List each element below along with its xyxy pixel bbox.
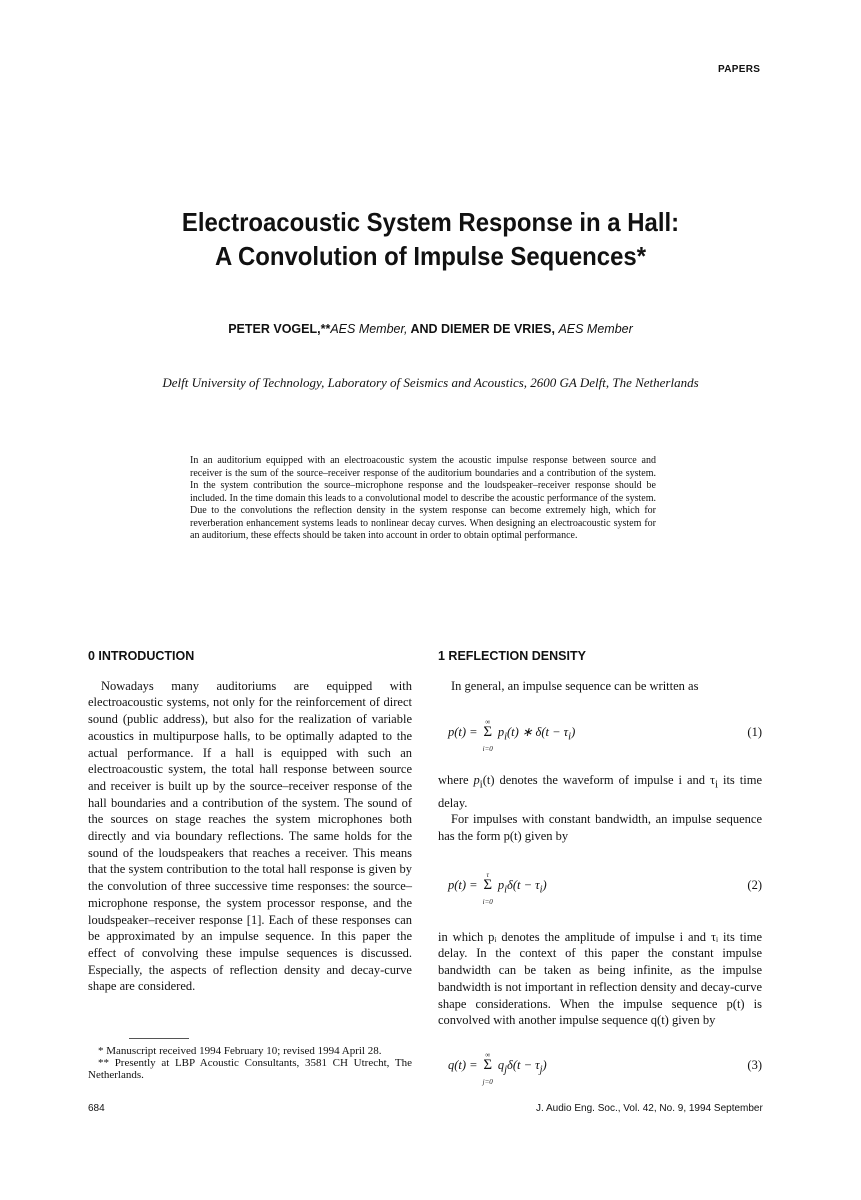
summation-symbol: Σ τ i=0 [481, 877, 495, 894]
affiliation: Delft University of Technology, Laboratory of Seismics and Acoustics, 2600 GA Delft, The Netherlands [162, 375, 699, 390]
equation-3 [448, 1050, 762, 1086]
equation-3-term-2: δ(t − τ [507, 1057, 540, 1072]
summation-symbol: Σ ∞ j=0 [481, 1057, 495, 1074]
left-column [88, 648, 412, 995]
section-1-paragraph-4: in which pᵢ denotes the amplitude of impulse i and τᵢ its time delay. In the context of this paper the constant impulse bandwidth can be taken as being infinite, as the impulse bandwidth is not important in reflection density and decay-curve shape considerations. When the impulse sequence p(t) is convolved with another impulse sequence q(t) given by [438, 929, 762, 1028]
title-line-1: Electroacoustic System Response in a Hall: [181, 207, 680, 237]
equation-3-subscript: j [504, 1064, 508, 1076]
equation-2-subscript: i [504, 884, 508, 896]
section-1-paragraph-2 [438, 772, 762, 811]
footnote-rule [129, 1038, 189, 1039]
equation-3-number: (3) [747, 1057, 762, 1072]
equation-2-subscript-2: i [539, 884, 543, 896]
author-connector: AND [407, 322, 442, 336]
equation-1-term-2: (t) ∗ δ(t − τ [507, 725, 569, 740]
author-2-membership: AES Member [558, 322, 633, 336]
equation-1 [448, 718, 762, 754]
equation-1-term-3: ) [571, 725, 576, 740]
abstract: In an auditorium equipped with an electroacoustic system the acoustic impulse response between source and receiver is the sum of the source–receiver response of the auditorium boundaries and a contribution of the system. In the system contribution the source–microphone response and the loudspeaker–receiver response should be included. In the time domain this leads to a convolutional model to describe the acoustic performance of the system. Due to the convolutions the reflection density in the system response can become extremely high, which for reverberation enhancement systems leads to nonlinear decay curves. When designing an electroacoustic system for an auditorium, these effects should be taken into account in order to obtain optimal performance. [190, 455, 656, 541]
equation-3-subscript-2: j [539, 1064, 543, 1076]
author-2-name: DIEMER DE VRIES, [441, 322, 555, 336]
p2-text-a: where [438, 773, 474, 788]
equation-1-number: (1) [747, 725, 762, 740]
equation-3-term: q [497, 1057, 505, 1072]
p2-text-b: (t) denotes the waveform of impulse i and τ [482, 773, 716, 788]
summation-upper: τ [486, 870, 489, 879]
equation-2-term: p [497, 877, 505, 892]
p2-variable: p [473, 773, 480, 788]
equation-1-subscript-2: i [568, 731, 572, 743]
author-1-membership: AES Member, [330, 322, 408, 336]
section-1-paragraph-1: In general, an impulse sequence can be written as [451, 678, 699, 693]
footnotes [88, 1045, 412, 1081]
section-1-heading: 1 REFLECTION DENSITY [438, 649, 586, 663]
equation-1-term: p [497, 725, 505, 740]
p2-text-c: its time delay. [438, 773, 762, 810]
summation-symbol: Σ ∞ i=0 [481, 724, 495, 741]
equation-2-term-2: δ(t − τ [507, 877, 540, 892]
summation-lower: i=0 [482, 897, 493, 906]
page-number: 684 [88, 1103, 105, 1114]
equation-2-number: (2) [747, 877, 762, 892]
title-line-2: A Convolution of Impulse Sequences* [214, 241, 647, 271]
summation-upper: ∞ [485, 718, 491, 727]
summation-lower: i=0 [482, 745, 493, 754]
p2-subscript: i [479, 779, 483, 791]
summation-lower: j=0 [482, 1077, 493, 1086]
footnote-1: * Manuscript received 1994 February 10; revised 1994 April 28. [98, 1045, 382, 1057]
equation-2-term-3: ) [542, 877, 547, 892]
equation-2 [448, 870, 762, 906]
equation-3-lhs: q(t) = [448, 1057, 481, 1072]
section-0-heading: 0 INTRODUCTION [88, 649, 195, 663]
header-label: PAPERS [718, 64, 761, 75]
equation-1-lhs: p(t) = [448, 725, 481, 740]
author-line [0, 322, 861, 336]
introduction-paragraph: Nowadays many auditoriums are equipped with electroacoustic systems, not only for the reinforcement of direct sound (public address), but also for the realization of variable acoustics in multipurpose halls, to be optimally adapted to the actual performance. If a hall is equipped with such an electroacoustic system, the total hall response between source and receiver is built up by the source–receiver response of the hall boundaries and a contribution of the system. The sound of the sources on stage reaches the system microphones both directly and via boundary reflections. The same holds for the sound of the loudspeakers that reaches a receiver. This means that the system contribution to the total hall response is given by the convolution of three successive time responses: the source–microphone response, the system processor response, and the loudspeaker–receiver response [1]. Each of these responses can be approximated by an impulse sequence. In this paper the effect of convolving these impulse sequences is discussed. Especially, the aspects of reflection density and decay-curve shape are considered. [88, 678, 412, 994]
p2-subscript-2: i [715, 779, 718, 791]
footnote-2: ** Presently at LBP Acoustic Consultants, 3581 CH Utrecht, The Netherlands. [88, 1057, 412, 1081]
section-1-paragraph-3: For impulses with constant bandwidth, an impulse sequence has the form p(t) given by [438, 812, 762, 844]
author-1-name: PETER VOGEL,** [228, 322, 331, 336]
equation-2-lhs: p(t) = [448, 877, 481, 892]
equation-1-subscript: i [504, 731, 508, 743]
summation-upper: ∞ [485, 1050, 491, 1059]
journal-reference: J. Audio Eng. Soc., Vol. 42, No. 9, 1994 September [536, 1103, 763, 1114]
equation-3-term-3: ) [542, 1057, 547, 1072]
right-column [438, 648, 762, 1086]
paper-title [34, 205, 826, 273]
